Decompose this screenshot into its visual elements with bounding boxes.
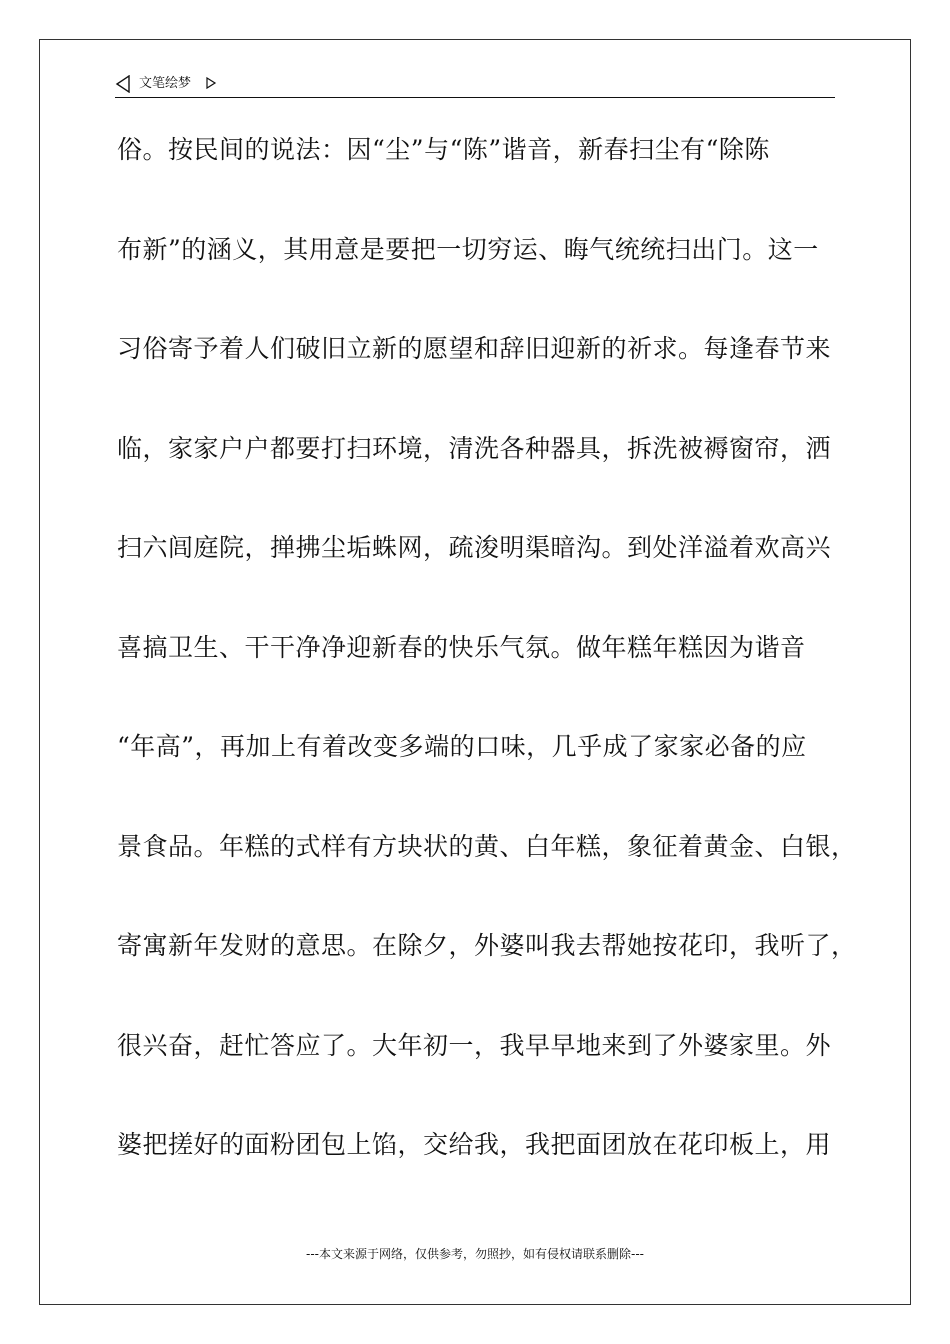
- page-footer: ---本文来源于网络，仅供参考，勿照抄，如有侵权请联系删除---: [306, 1247, 644, 1261]
- right-triangle-outline-icon: [205, 76, 217, 90]
- text-line: 布新”的涵义，其用意是要把一切穷运、晦气统统扫出门。这一: [117, 234, 819, 264]
- text-line: “年高”，再加上有着改变多端的口味，几乎成了家家必备的应: [117, 732, 807, 761]
- text-line: 婆把搓好的面粉团包上馅，交给我，我把面团放在花印板上，用: [117, 1130, 832, 1159]
- header-title: 文笔绘梦: [139, 76, 192, 91]
- document-body: [117, 128, 857, 1223]
- text-line: 很兴奋，赶忙答应了。大年初一，我早早地来到了外婆家里。外: [117, 1030, 832, 1060]
- text-line: 俗。按民间的说法：因“尘”与“陈”谐音，新春扫尘有“除陈: [117, 135, 770, 164]
- text-line: 扫六闾庭院，掸拂尘垢蛛网，疏浚明渠暗沟。到处洋溢着欢高兴: [117, 533, 832, 562]
- text-line: 习俗寄予着人们破旧立新的愿望和辞旧迎新的祈求。每逢春节来: [117, 334, 832, 363]
- left-triangle-outline-icon: [115, 75, 131, 93]
- text-line: 景食品。年糕的式样有方块状的黄、白年糕，象征着黄金、白银，: [117, 831, 857, 861]
- text-line: 临，家家户户都要打扫环境，清洗各种器具，拆洗被褥窗帘，洒: [117, 433, 832, 463]
- page-header: [115, 72, 835, 98]
- text-line: 寄寓新年发财的意思。在除夕，外婆叫我去帮她按花印，我听了，: [117, 931, 857, 960]
- text-line: 喜搞卫生、干干净净迎新春的快乐气氛。做年糕年糕因为谐音: [117, 632, 806, 662]
